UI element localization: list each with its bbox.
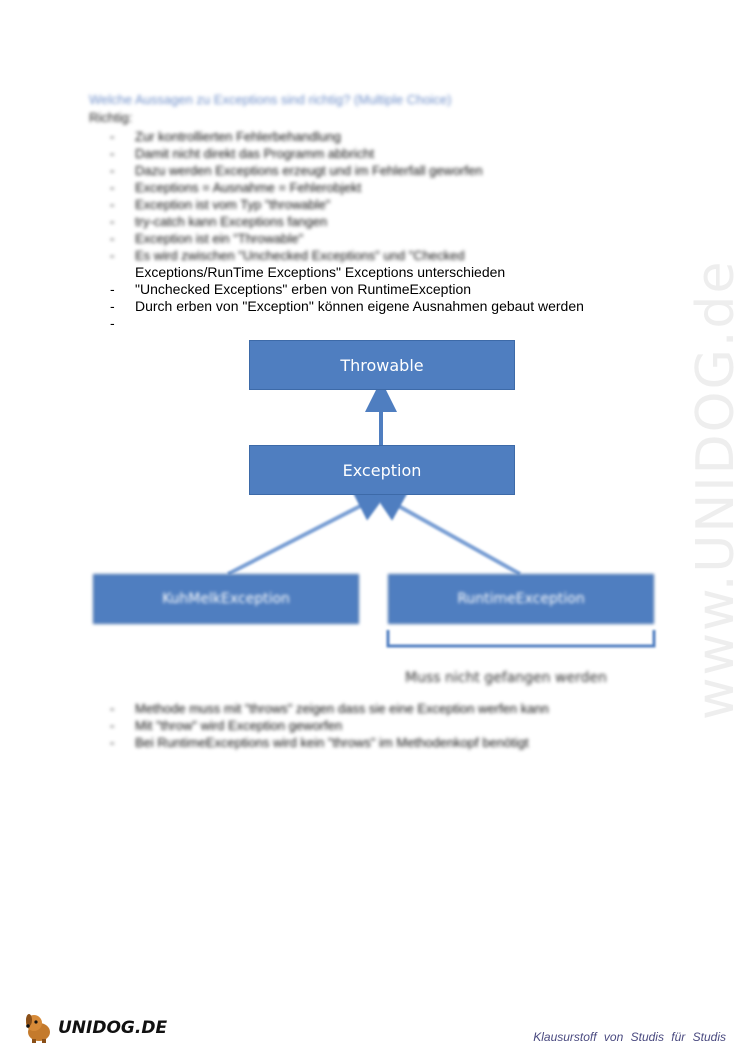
list-item: - Durch erben von "Exception" können eigene Ausnahmen gebaut werden [110,298,650,315]
runtime-exception-box: RuntimeException [388,574,654,624]
runtime-brace [388,630,654,646]
list-item: - Zur kontrollierten Fehlerbehandlung [110,128,650,145]
richtig-label: Richtig: [89,110,133,125]
footer-tagline: Klausurstoff von Studis für Studis [533,1030,726,1044]
list-item: - "Unchecked Exceptions" erben von RuntimeException [110,281,650,298]
list-item: - Exception ist ein "Throwable" [110,230,650,247]
list-item: - Dazu werden Exceptions erzeugt und im Fehlerfall geworfen [110,162,650,179]
arrow-runtime-to-exception [386,499,520,574]
arrow-kuh-to-exception [228,499,374,574]
list-item-continuation: Exceptions/RunTime Exceptions" Exceptions unterschieden [135,264,506,280]
list-item: - Exception ist vom Typ "throwable" [110,196,650,213]
unidog-logo [22,1012,167,1044]
dog-mascot-icon [22,1012,56,1044]
exception-box: Exception [249,445,515,495]
list-item: - Mit "throw" wird Exception geworfen [110,717,650,734]
list-item: - Damit nicht direkt das Programm abbricht [110,145,650,162]
runtime-note: Muss nicht gefangen werden [405,670,607,686]
list-item: - Exceptions = Ausnahme = Fehlerobjekt [110,179,650,196]
list-item: - Bei RuntimeExceptions wird kein "throws" im Methodenkopf benötigt [110,734,650,751]
list-item: - try-catch kann Exceptions fangen [110,213,650,230]
throwable-box: Throwable [249,340,515,390]
kuhmelk-exception-box: KuhMelkException [93,574,359,624]
list-item: - Methode muss mit "throws" zeigen dass sie eine Exception werfen kann [110,700,650,717]
logo-text: UNIDOG.DE [58,1018,168,1038]
watermark: www.UNIDOG.de [686,259,746,720]
question-heading: Welche Aussagen zu Exceptions sind richtig? (Multiple Choice) [89,92,452,107]
list-item: - Es wird zwischen "Unchecked Exceptions" und "Checked [110,247,650,264]
after-list [110,700,650,751]
